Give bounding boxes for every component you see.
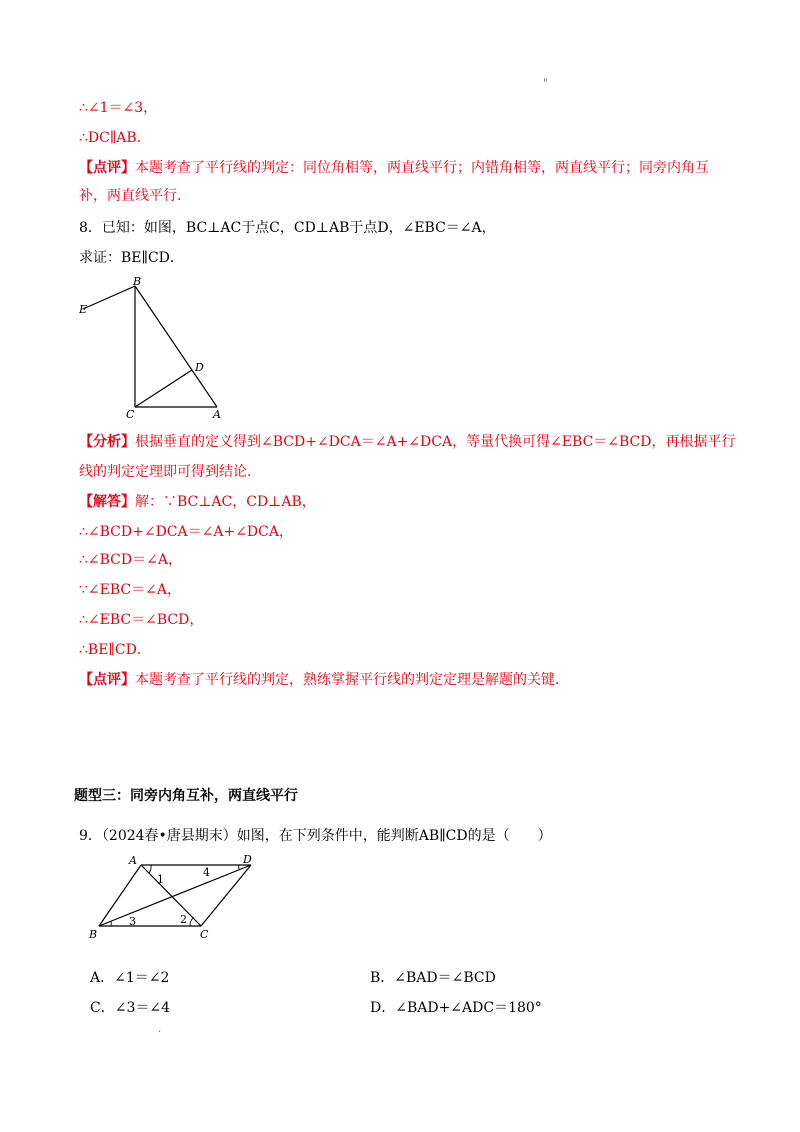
q8-seg-BA	[135, 286, 217, 407]
q8-label-C: C	[126, 408, 135, 421]
q9-angle-1-arc	[149, 865, 151, 873]
q9-label-B: B	[89, 928, 98, 941]
q9-stem: 9．（2024春•唐县期末）如图，在下列条件中，能判断AB∥CD的是（ ）	[79, 828, 552, 844]
q8-answer-tag: 【解答】	[79, 494, 135, 510]
q8-analysis-text-1: 根据垂直的定义得到∠BCD+∠DCA＝∠A+∠DCA，等量代换可得∠EBC＝∠BCD，再根据平行	[135, 434, 736, 450]
q9-label-1: 1	[157, 873, 164, 886]
q9-option-c: C．∠3＝∠4	[90, 1000, 170, 1016]
q8-label-D: D	[195, 361, 204, 374]
q8-label-E: E	[79, 303, 88, 316]
prev-comment-text-1: 本题考查了平行线的判定：同位角相等，两直线平行；内错角相等，两直线平行；同旁内角互	[135, 160, 709, 176]
q9-label-3: 3	[129, 915, 136, 928]
q8-step-5: ∴BE∥CD．	[79, 642, 151, 658]
q9-option-b: B．∠BAD＝∠BCD	[370, 970, 496, 986]
q8-comment-line	[79, 670, 569, 690]
q8-comment-text: 本题考查了平行线的判定，熟练掌握平行线的判定定理是解题的关键．	[135, 672, 569, 688]
q8-prove: 求证：BE∥CD．	[79, 250, 184, 266]
q8-seg-CD	[135, 370, 192, 407]
q9-label-C: C	[200, 928, 209, 941]
bottom-mark: .	[158, 1024, 162, 1035]
q8-step-4: ∴∠EBC＝∠BCD，	[79, 612, 204, 628]
prev-comment-tag: 【点评】	[79, 160, 135, 176]
q8-figure	[70, 272, 240, 422]
q8-answer-text: 解：∵BC⊥AC，CD⊥AB，	[135, 494, 316, 510]
q8-step-1: ∴∠BCD+∠DCA＝∠A+∠DCA，	[79, 524, 293, 540]
q9-seg-BD	[99, 865, 251, 926]
q8-analysis-text-2: 线的判定定理即可得到结论．	[79, 464, 261, 480]
top-mark: "	[543, 78, 548, 89]
q8-comment-tag: 【点评】	[79, 672, 135, 688]
q8-answer-line	[79, 492, 316, 512]
q8-analysis-tag: 【分析】	[79, 434, 135, 450]
prev-step-2: ∴DC∥AB．	[79, 130, 151, 146]
q8-label-B: B	[133, 275, 142, 288]
q9-figure	[85, 850, 265, 946]
prev-step-1: ∴∠1＝∠3，	[79, 100, 158, 116]
q9-label-A: A	[129, 854, 137, 867]
section-title: 题型三：同旁内角互补，两直线平行	[74, 788, 298, 804]
q8-step-2: ∴∠BCD＝∠A，	[79, 552, 182, 568]
q9-option-a: A．∠1＝∠2	[90, 970, 170, 986]
q9-seg-AC	[141, 865, 201, 926]
q9-label-D: D	[243, 853, 252, 866]
q9-label-2: 2	[180, 913, 187, 926]
q8-seg-EB	[83, 286, 135, 309]
q9-label-4: 4	[203, 866, 210, 879]
prev-comment-line-1	[79, 158, 709, 178]
prev-comment-text-2: 补，两直线平行．	[79, 188, 191, 204]
q8-analysis-line-1	[79, 432, 736, 452]
q9-angle-2-arc	[190, 918, 193, 926]
q8-label-A: A	[213, 408, 221, 421]
q8-stem: 8．已知：如图，BC⊥AC于点C，CD⊥AB于点D，∠EBC＝∠A，	[79, 220, 496, 236]
q9-option-d: D．∠BAD+∠ADC＝180°	[370, 1000, 542, 1016]
q8-step-3: ∵∠EBC＝∠A，	[79, 582, 181, 598]
